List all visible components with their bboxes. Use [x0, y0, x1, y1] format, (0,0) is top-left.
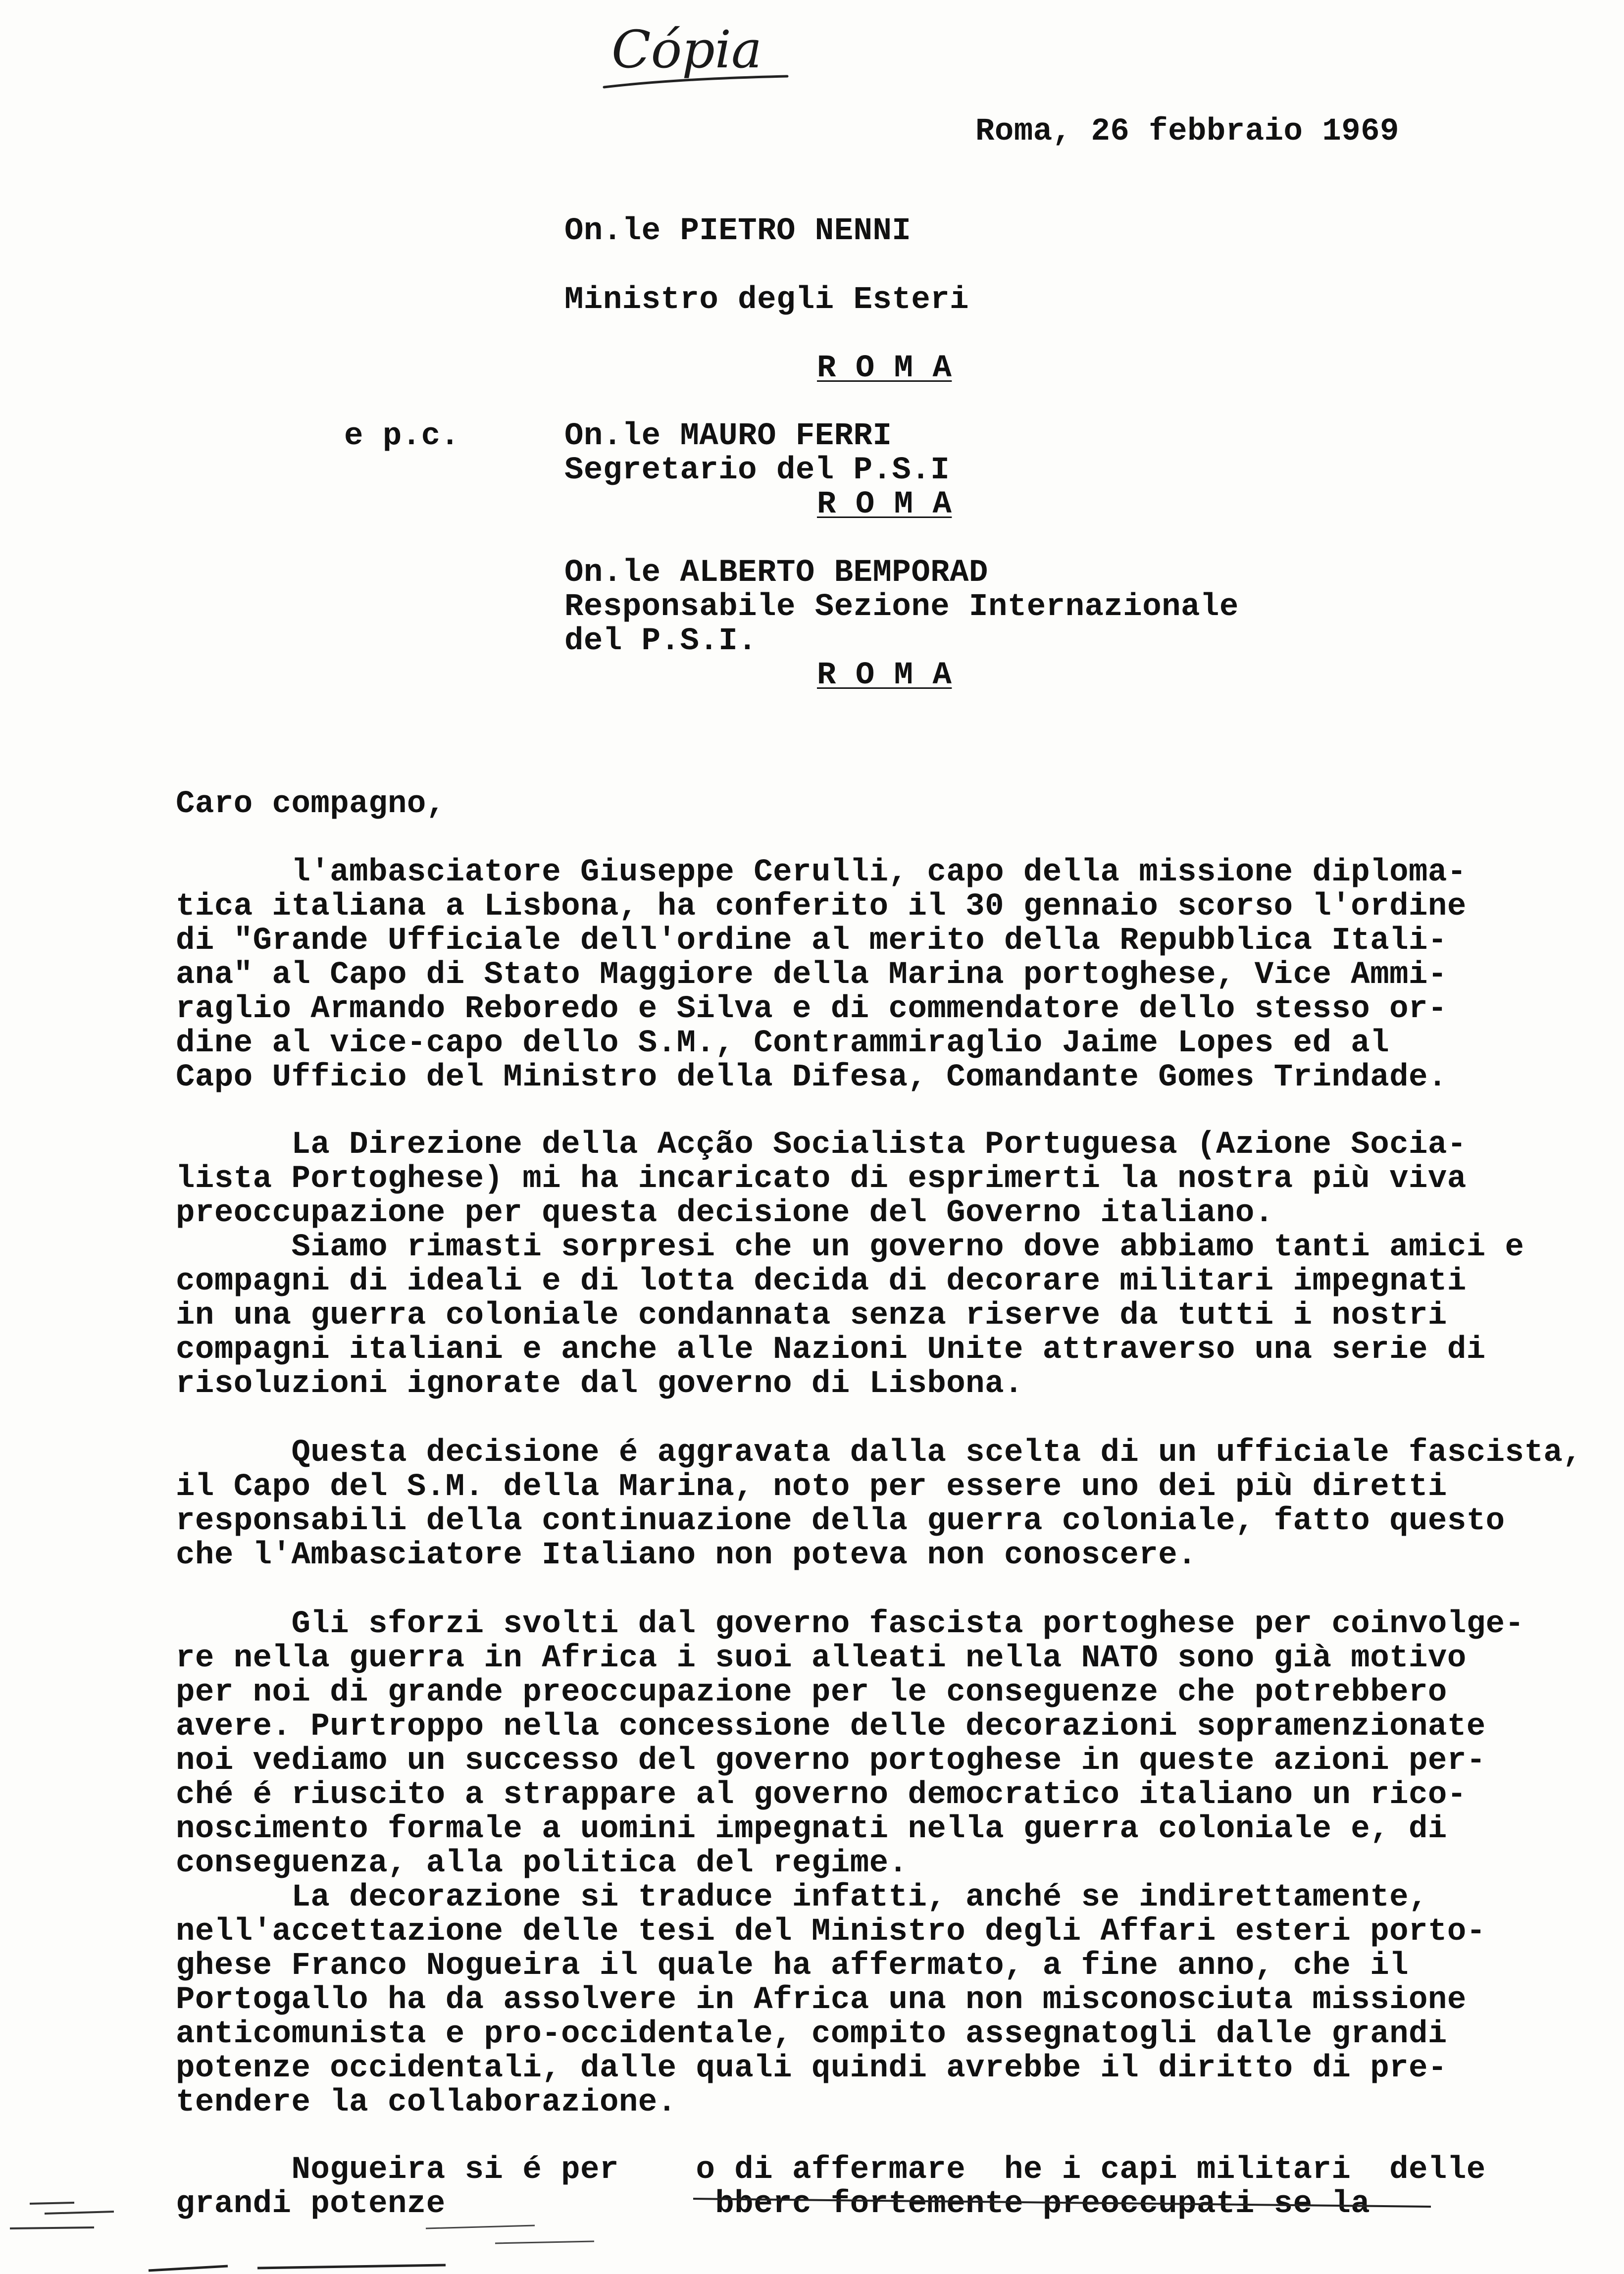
paragraph-6-line: ghese Franco Nogueira il quale ha affermato, a fine anno, che il — [176, 1948, 1409, 1984]
paragraph-6-line: Portogallo ha da assolvere in Africa una non misconosciuta missione — [176, 1982, 1467, 2018]
paragraph-3-line: Siamo rimasti sorpresi che un governo dove abbiamo tanti amici e — [176, 1230, 1524, 1265]
paragraph-5-line: conseguenza, alla politica del regime. — [176, 1846, 908, 1881]
paragraph-5-line: ché é riuscito a strappare al governo democratico italiano un rico- — [176, 1777, 1467, 1813]
paragraph-1-line: ana" al Capo di Stato Maggiore della Marina portoghese, Vice Ammi- — [176, 957, 1447, 993]
cc-2-title-line-1: Responsabile Sezione Internazionale — [564, 589, 1239, 625]
date-line: Roma, 26 febbraio 1969 — [975, 114, 1399, 150]
cc-1-name: On.le MAURO FERRI — [564, 418, 892, 454]
paragraph-4-line: che l'Ambasciatore Italiano non poteva non conoscere. — [176, 1538, 1197, 1573]
salutation: Caro compagno, — [176, 786, 446, 822]
handwritten-underline — [602, 73, 790, 93]
paragraph-2-line: La Direzione della Acção Socialista Portuguesa (Azione Socia- — [176, 1127, 1467, 1163]
paragraph-5-line: re nella guerra in Africa i suoi alleati nella NATO sono già motivo — [176, 1641, 1467, 1676]
recipient-city: R O M A — [817, 351, 952, 386]
paragraph-6-line: tendere la collaborazione. — [176, 2085, 677, 2120]
recipient-name: On.le PIETRO NENNI — [564, 213, 912, 249]
paragraph-5-line: noscimento formale a uomini impegnati nella guerra coloniale e, di — [176, 1811, 1447, 1847]
paragraph-1-line: dine al vice-capo dello S.M., Contrammiraglio Jaime Lopes ed al — [176, 1026, 1390, 1061]
paragraph-5-line: Gli sforzi svolti dal governo fascista portoghese per coinvolge- — [176, 1606, 1524, 1642]
cc-2-city: R O M A — [817, 658, 952, 693]
cc-1-title: Segretario del P.S.I — [564, 453, 950, 488]
paragraph-5-line: per noi di grande preoccupazione per le conseguenze che potrebbero — [176, 1675, 1447, 1710]
paragraph-5-line: avere. Purtroppo nella concessione delle decorazioni sopramenzionate — [176, 1709, 1486, 1745]
recipient-title: Ministro degli Esteri — [564, 282, 969, 318]
paragraph-2-line: preoccupazione per questa decisione del Governo italiano. — [176, 1195, 1274, 1231]
paragraph-1-line: Capo Ufficio del Ministro della Difesa, Comandante Gomes Trindade. — [176, 1060, 1447, 1095]
paragraph-7-line: Nogueira si é per o di affermare he i capi militari delle — [176, 2152, 1486, 2188]
paragraph-5-line: noi vediamo un successo del governo portoghese in queste azioni per- — [176, 1743, 1486, 1779]
paragraph-1-line: di "Grande Ufficiale dell'ordine al merito della Repubblica Itali- — [176, 923, 1447, 959]
torn-edge-scribbles — [0, 2144, 1624, 2274]
paragraph-6-line: anticomunista e pro-occidentale, compito assegnatogli dalle grandi — [176, 2016, 1447, 2052]
paragraph-4-line: responsabili della continuazione della guerra coloniale, fatto questo — [176, 1503, 1505, 1539]
paragraph-3-line: compagni di ideali e di lotta decida di decorare militari impegnati — [176, 1264, 1467, 1299]
handwritten-annotation: Cópia — [611, 19, 762, 80]
paragraph-1-line: l'ambasciatore Giuseppe Cerulli, capo della missione diploma- — [176, 855, 1467, 890]
cc-label: e p.c. — [344, 418, 460, 454]
cc-2-title-line-2: del P.S.I. — [564, 623, 758, 659]
paragraph-3-line: in una guerra coloniale condannata senza riserve da tutti i nostri — [176, 1298, 1447, 1334]
paragraph-3-line: compagni italiani e anche alle Nazioni Unite attraverso una serie di — [176, 1332, 1486, 1368]
paragraph-4-line: il Capo del S.M. della Marina, noto per essere uno dei più diretti — [176, 1469, 1447, 1505]
paragraph-1-line: raglio Armando Reboredo e Silva e di commendatore dello stesso or- — [176, 991, 1447, 1027]
cc-1-city: R O M A — [817, 487, 952, 522]
paragraph-1-line: tica italiana a Lisbona, ha conferito il 30 gennaio scorso l'ordine — [176, 889, 1467, 925]
paragraph-4-line: Questa decisione é aggravata dalla scelta di un ufficiale fascista, — [176, 1435, 1582, 1471]
paragraph-6-line: La decorazione si traduce infatti, anché se indirettamente, — [176, 1880, 1428, 1915]
paragraph-7-line: grandi potenze bberc fortemente preoccupati se la — [176, 2186, 1370, 2222]
paragraph-6-line: potenze occidentali, dalle quali quindi avrebbe il diritto di pre- — [176, 2051, 1447, 2086]
cc-2-name: On.le ALBERTO BEMPORAD — [564, 555, 988, 591]
paragraph-6-line: nell'accettazione delle tesi del Ministro degli Affari esteri porto- — [176, 1914, 1486, 1950]
paragraph-3-line: risoluzioni ignorate dal governo di Lisbona. — [176, 1366, 1023, 1402]
paragraph-2-line: lista Portoghese) mi ha incaricato di esprimerti la nostra più viva — [176, 1161, 1467, 1197]
